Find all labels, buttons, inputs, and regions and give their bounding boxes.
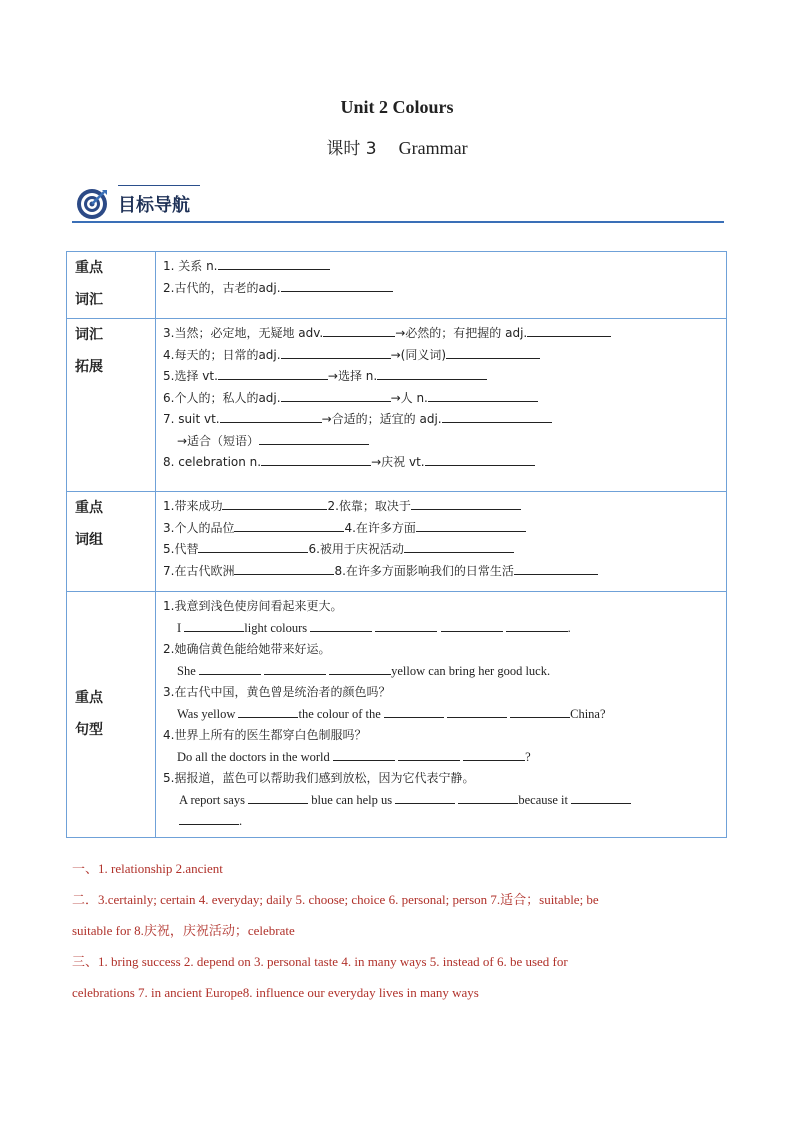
row-content <box>156 592 727 838</box>
list-item: A report says blue can help us because it <box>163 790 720 812</box>
list-item: 3.在古代中国，黄色曾是统治者的颜色吗？ <box>163 685 391 699</box>
lesson-title <box>0 134 794 159</box>
list-item: 7.在古代欧洲 8.在许多方面影响我们的日常生活 <box>163 561 720 583</box>
answer-blank[interactable] <box>506 618 568 632</box>
answer-blank[interactable] <box>261 452 371 466</box>
answer-blank[interactable] <box>238 704 298 718</box>
table-row <box>67 252 727 319</box>
answer-blank[interactable] <box>281 388 391 402</box>
section-header <box>72 183 724 225</box>
list-item: 2.她确信黄色能给她带来好运。 <box>163 642 331 656</box>
list-item: . <box>163 811 720 833</box>
row-label: 词汇 拓展 <box>67 319 156 492</box>
answer-blank[interactable] <box>248 790 308 804</box>
list-item: 1.带来成功 2.依靠；取决于 <box>163 496 720 518</box>
answer-blank[interactable] <box>310 618 372 632</box>
answer-blank[interactable] <box>218 366 328 380</box>
answer-blank[interactable] <box>458 790 518 804</box>
answer-line: 二．3.certainly; certain 4. everyday; daily 5. choose; choice 6. personal; person 7.适合；suitable; be <box>72 892 599 907</box>
list-item: Do all the doctors in the world ? <box>163 747 720 769</box>
answer-blank[interactable] <box>463 747 525 761</box>
list-item: She yellow can bring her good luck. <box>163 661 720 683</box>
answer-blank[interactable] <box>198 539 308 553</box>
row-label: 重点 词组 <box>67 492 156 592</box>
list-item: 5.代替 6.被用于庆祝活动 <box>163 539 720 561</box>
row-content <box>156 492 727 592</box>
list-item: 6.个人的；私人的adj. →人 n. <box>163 388 720 410</box>
list-item: 2.古代的，古老的adj. <box>163 278 720 300</box>
answer-blank[interactable] <box>179 811 239 825</box>
answer-blank[interactable] <box>281 278 393 292</box>
answer-blank[interactable] <box>234 518 344 532</box>
answer-key <box>72 853 724 1008</box>
unit-title: Unit 2 Colours <box>340 97 454 117</box>
section-title: 目标导航 <box>118 195 190 216</box>
exercise-table <box>66 251 727 838</box>
lesson-topic: Grammar <box>398 138 468 158</box>
answer-blank[interactable] <box>398 747 460 761</box>
table-row <box>67 319 727 492</box>
answer-blank[interactable] <box>425 452 535 466</box>
answer-blank[interactable] <box>416 518 526 532</box>
answer-blank[interactable] <box>375 618 437 632</box>
list-item: 1. 关系 n. <box>163 256 720 278</box>
header-top-line <box>118 185 200 186</box>
row-label: 重点 词汇 <box>67 252 156 319</box>
answer-line: celebrations 7. in ancient Europe8. influence our everyday lives in many ways <box>72 985 479 1000</box>
answer-blank[interactable] <box>411 496 521 510</box>
answer-blank[interactable] <box>259 431 369 445</box>
answer-blank[interactable] <box>571 790 631 804</box>
list-item: Was yellow the colour of the China? <box>163 704 720 726</box>
answer-blank[interactable] <box>428 388 538 402</box>
answer-blank[interactable] <box>222 496 327 510</box>
answer-blank[interactable] <box>234 561 334 575</box>
target-icon <box>76 188 108 220</box>
answer-line: suitable for 8.庆祝，庆祝活动；celebrate <box>72 923 295 938</box>
list-item: 3.当然；必定地，无疑地 adv. →必然的；有把握的 adj. <box>163 323 720 345</box>
list-item: I light colours . <box>163 618 720 640</box>
answer-blank[interactable] <box>510 704 570 718</box>
answer-line: 一、1. relationship 2.ancient <box>72 861 223 876</box>
answer-blank[interactable] <box>404 539 514 553</box>
answer-blank[interactable] <box>281 345 391 359</box>
answer-blank[interactable] <box>384 704 444 718</box>
list-item: 1.我意到浅色使房间看起来更大。 <box>163 599 343 613</box>
row-content <box>156 252 727 319</box>
answer-blank[interactable] <box>442 409 552 423</box>
list-item: 8. celebration n. →庆祝 vt. <box>163 452 720 474</box>
answer-blank[interactable] <box>441 618 503 632</box>
answer-blank[interactable] <box>447 704 507 718</box>
section-underline <box>72 221 724 223</box>
answer-blank[interactable] <box>377 366 487 380</box>
row-label: 重点 句型 <box>67 592 156 838</box>
answer-blank[interactable] <box>514 561 598 575</box>
lesson-number: 课时 3 <box>326 139 377 159</box>
list-item: 3.个人的品位 4.在许多方面 <box>163 518 720 540</box>
answer-blank[interactable] <box>395 790 455 804</box>
answer-blank[interactable] <box>333 747 395 761</box>
list-item: 7. suit vt. →合适的；适宜的 adj. <box>163 409 720 431</box>
answer-blank[interactable] <box>264 661 326 675</box>
answer-blank[interactable] <box>329 661 391 675</box>
list-item: 4.每天的；日常的adj. →(同义词) <box>163 345 720 367</box>
list-item: 5.据报道，蓝色可以帮助我们感到放松，因为它代表宁静。 <box>163 771 475 785</box>
list-item: →适合（短语） <box>163 431 720 453</box>
answer-line: 三、1. bring success 2. depend on 3. personal taste 4. in many ways 5. instead of 6. be used for <box>72 954 568 969</box>
answer-blank[interactable] <box>220 409 322 423</box>
list-item: 4.世界上所有的医生都穿白色制服吗？ <box>163 728 367 742</box>
row-content <box>156 319 727 492</box>
answer-blank[interactable] <box>446 345 540 359</box>
answer-blank[interactable] <box>199 661 261 675</box>
table-row <box>67 492 727 592</box>
answer-blank[interactable] <box>218 256 330 270</box>
list-item: 5.选择 vt. →选择 n. <box>163 366 720 388</box>
answer-blank[interactable] <box>323 323 395 337</box>
table-row <box>67 592 727 838</box>
answer-blank[interactable] <box>527 323 611 337</box>
answer-blank[interactable] <box>184 618 244 632</box>
